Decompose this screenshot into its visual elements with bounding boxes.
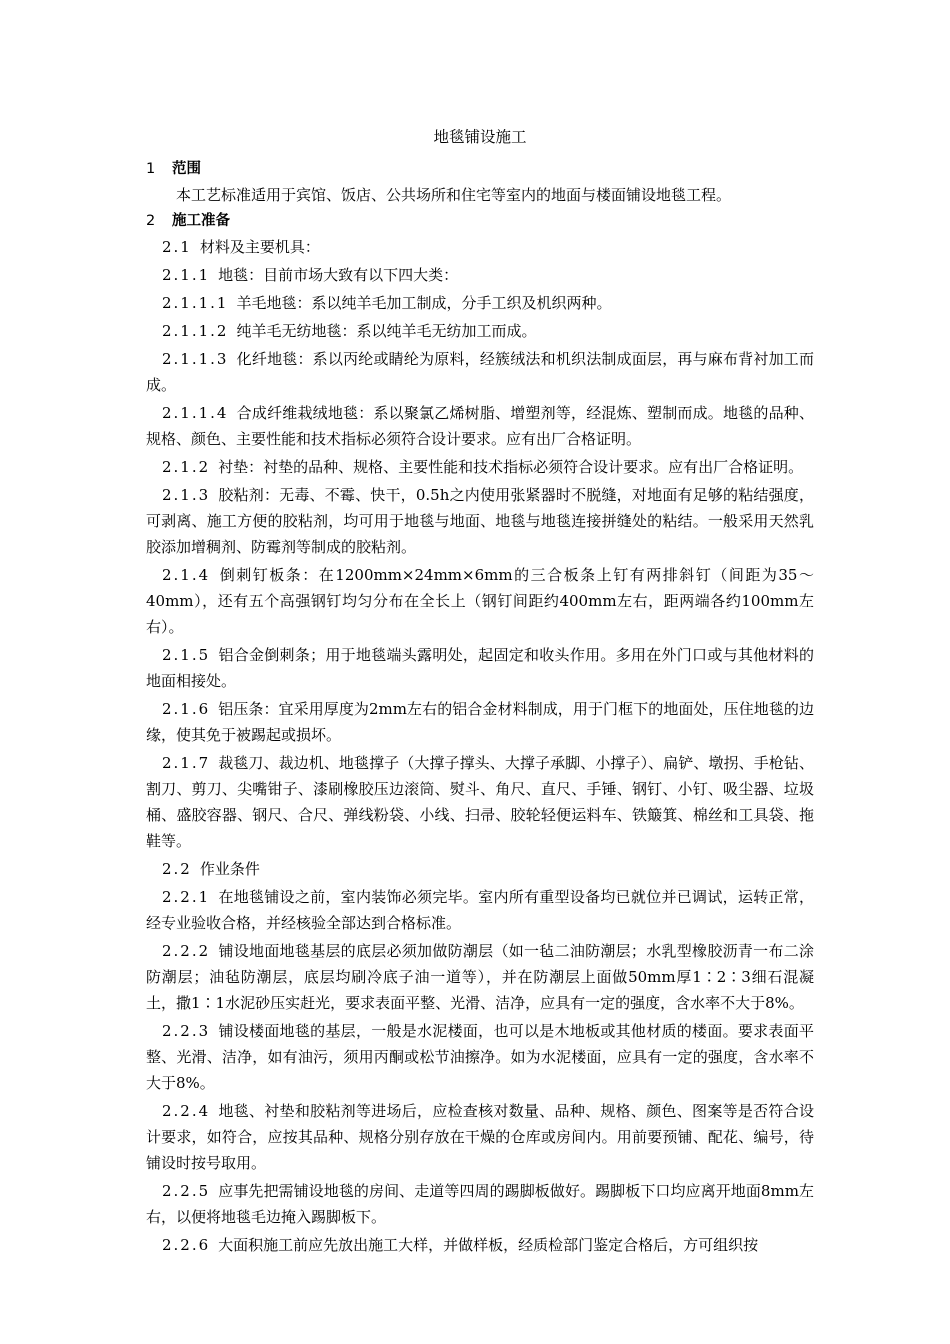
clause-paragraph: [146, 856, 814, 882]
clause-list: [146, 234, 814, 1258]
clause-number: 2.1: [162, 238, 192, 256]
clause-number: 2.2.2: [162, 942, 211, 960]
section-2-heading: [146, 208, 814, 234]
section-number: 2: [146, 213, 156, 229]
clause-text: 在地毯铺设之前，室内装饰必须完毕。室内所有重型设备均已就位并已调试，运转正常，经专业验收合格，并经核验全部达到合格标准。: [146, 888, 814, 932]
clause-paragraph: [146, 884, 814, 936]
clause-text: 倒刺钉板条：在1200mm×24mm×6mm的三合板条上钉有两排斜钉（间距为35～40mm），还有五个高强钢钉均匀分布在全长上（钢钉间距约400mm左右，距两端各约100mm左右）。: [146, 566, 814, 636]
clause-number: 2.1.4: [162, 566, 211, 584]
clause-text: 地毯：目前市场大致有以下四大类：: [218, 266, 459, 284]
document-title: 地毯铺设施工: [433, 128, 527, 146]
clause-number: 2.1.3: [162, 486, 211, 504]
clause-number: 2.2.3: [162, 1022, 211, 1040]
clause-text: 大面积施工前应先放出施工大样，并做样板，经质检部门鉴定合格后，方可组织按: [218, 1236, 759, 1254]
clause-number: 2.1.6: [162, 700, 211, 718]
clause-number: 2.2.4: [162, 1102, 211, 1120]
clause-paragraph: [146, 346, 814, 398]
clause-text: 应事先把需铺设地毯的房间、走道等四周的踢脚板做好。踢脚板下口均应离开地面8mm左右，以便将地毯毛边掩入踢脚板下。: [146, 1182, 814, 1226]
clause-paragraph: [146, 1232, 814, 1258]
clause-paragraph: [146, 234, 814, 260]
clause-paragraph: [146, 1178, 814, 1230]
clause-number: 2.1.1.4: [162, 404, 229, 422]
clause-number: 2.2: [162, 860, 192, 878]
clause-paragraph: [146, 938, 814, 1016]
document-page: [146, 120, 814, 1260]
clause-text: 衬垫：衬垫的品种、规格、主要性能和技术指标必须符合设计要求。应有出厂合格证明。: [218, 458, 804, 476]
clause-number: 2.1.1: [162, 266, 211, 284]
section-title: 施工准备: [172, 213, 230, 229]
clause-text: 地毯、衬垫和胶粘剂等进场后，应检查核对数量、品种、规格、颜色、图案等是否符合设计要求，如符合，应按其品种、规格分别存放在干燥的仓库或房间内。用前要预铺、配花、编号，待铺设时按号取用。: [146, 1102, 814, 1172]
clause-paragraph: [146, 562, 814, 640]
clause-number: 2.1.1.3: [162, 350, 229, 368]
clause-paragraph: [146, 318, 814, 344]
clause-text: 铝压条：宜采用厚度为2mm左右的铝合金材料制成，用于门框下的地面处，压住地毯的边缘，使其免于被踢起或损坏。: [146, 700, 814, 744]
section-number: 1: [146, 161, 156, 177]
clause-paragraph: [146, 454, 814, 480]
clause-number: 2.1.1.2: [162, 322, 229, 340]
clause-text: 铺设地面地毯基层的底层必须加做防潮层（如一毡二油防潮层；水乳型橡胶沥青一布二涂防潮层；油毡防潮层，底层均刷冷底子油一道等），并在防潮层上面做50mm厚1∶2∶3细石混凝土，撒1∶1水泥砂压实赶光，要求表面平整、光滑、洁净，应具有一定的强度，含水率不大于8%。: [146, 942, 814, 1012]
clause-paragraph: [146, 400, 814, 452]
clause-text: 合成纤维栽绒地毯：系以聚氯乙烯树脂、增塑剂等，经混炼、塑制而成。地毯的品种、规格、颜色、主要性能和技术指标必须符合设计要求。应有出厂合格证明。: [146, 404, 814, 448]
section-1-heading: [146, 156, 814, 182]
clause-number: 2.1.5: [162, 646, 211, 664]
clause-text: 化纤地毯：系以丙纶或睛纶为原料，经簇绒法和机织法制成面层，再与麻布背衬加工而成。: [146, 350, 814, 394]
clause-text: 裁毯刀、裁边机、地毯撑子（大撑子撑头、大撑子承脚、小撑子）、扁铲、墩拐、手枪钻、割刀、剪刀、尖嘴钳子、漆刷橡胶压边滚筒、熨斗、角尺、直尺、手锤、钢钉、小钉、吸尘器、垃圾桶、盛胶容器、钢尺、合尺、弹线粉袋、小线、扫帚、胶轮轻便运料车、铁簸箕、棉丝和工具袋、拖鞋等。: [146, 754, 814, 850]
clause-number: 2.1.2: [162, 458, 211, 476]
section-title: 范围: [172, 161, 201, 177]
section-1-body: 本工艺标准适用于宾馆、饭店、公共场所和住宅等室内的地面与楼面铺设地毯工程。: [176, 186, 732, 204]
clause-paragraph: [146, 1018, 814, 1096]
clause-number: 2.2.5: [162, 1182, 211, 1200]
clause-paragraph: [146, 262, 814, 288]
clause-text: 胶粘剂：无毒、不霉、快干，0.5h之内使用张紧器时不脱缝，对地面有足够的粘结强度，可剥离、施工方便的胶粘剂，均可用于地毯与地面、地毯与地毯连接拼缝处的粘结。一般采用天然乳胶添加增稠剂、防霉剂等制成的胶粘剂。: [146, 486, 814, 556]
clause-paragraph: [146, 642, 814, 694]
clause-number: 2.1.7: [162, 754, 211, 772]
clause-paragraph: [146, 482, 814, 560]
clause-number: 2.1.1.1: [162, 294, 229, 312]
clause-number: 2.2.1: [162, 888, 211, 906]
clause-text: 作业条件: [199, 860, 260, 878]
clause-number: 2.2.6: [162, 1236, 211, 1254]
clause-paragraph: [146, 696, 814, 748]
clause-text: 羊毛地毯：系以纯羊毛加工制成，分手工织及机织两种。: [236, 294, 612, 312]
clause-text: 纯羊毛无纺地毯：系以纯羊毛无纺加工而成。: [236, 322, 537, 340]
clause-paragraph: [146, 750, 814, 854]
clause-paragraph: [146, 290, 814, 316]
clause-paragraph: [146, 1098, 814, 1176]
clause-text: 材料及主要机具：: [199, 238, 320, 256]
clause-text: 铝合金倒刺条；用于地毯端头露明处，起固定和收头作用。多用在外门口或与其他材料的地面相接处。: [146, 646, 814, 690]
clause-text: 铺设楼面地毯的基层，一般是水泥楼面，也可以是木地板或其他材质的楼面。要求表面平整、光滑、洁净，如有油污，须用丙酮或松节油擦净。如为水泥楼面，应具有一定的强度，含水率不大于8%。: [146, 1022, 814, 1092]
